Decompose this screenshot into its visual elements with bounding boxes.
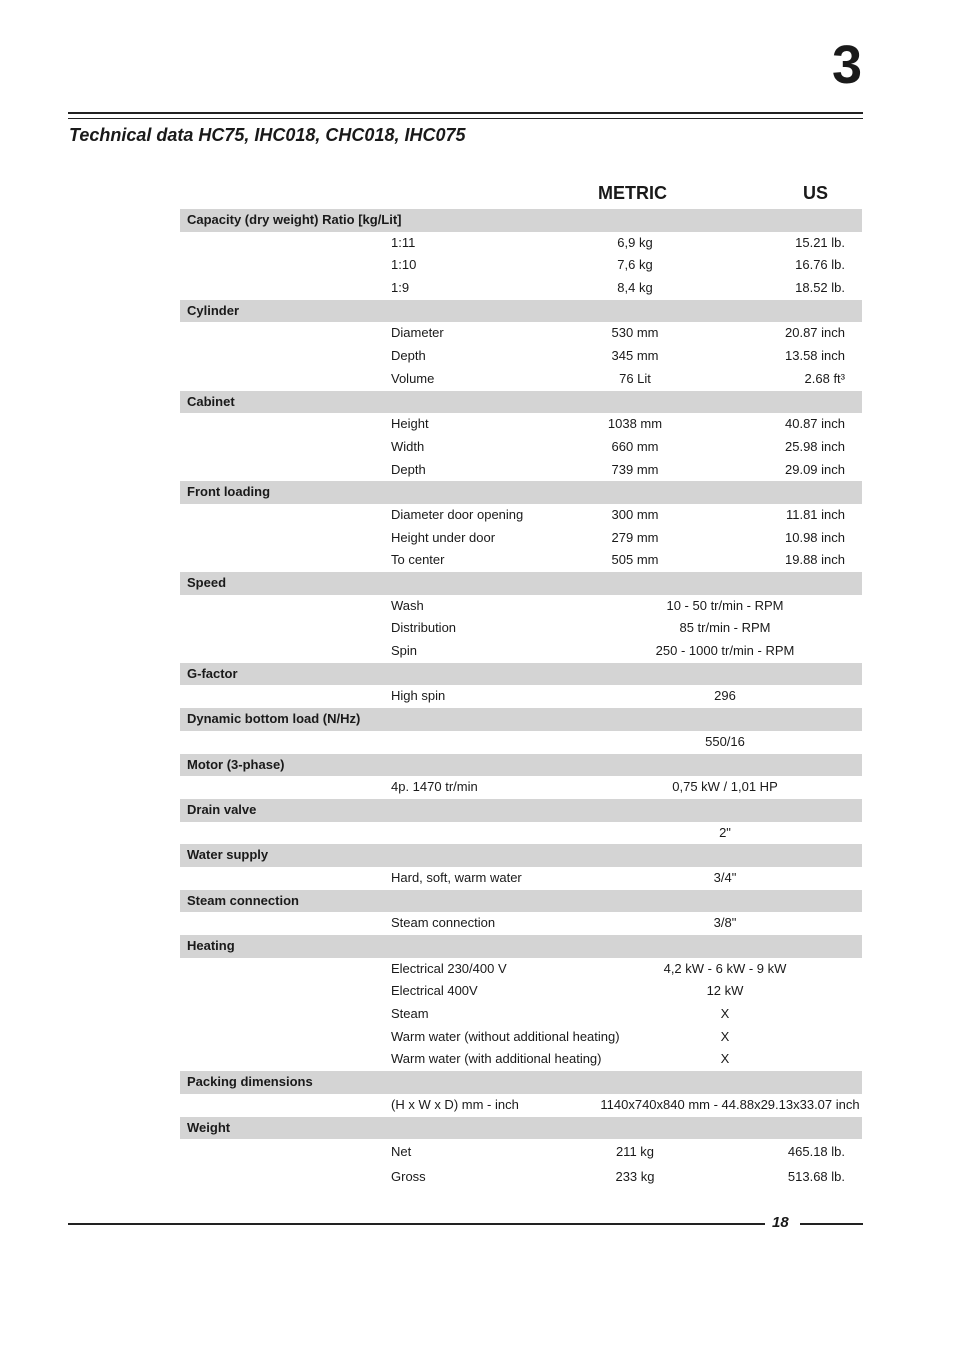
- spec-section: [180, 1071, 862, 1116]
- spec-label: Warm water (without additional heating): [391, 1028, 620, 1044]
- metric-value: 1038 mm: [607, 416, 663, 432]
- metric-value: 233 kg: [615, 1169, 655, 1185]
- spec-section: [180, 209, 862, 300]
- page-title: Technical data HC75, IHC018, CHC018, IHC075: [69, 125, 466, 145]
- spec-label: Gross: [391, 1169, 426, 1185]
- section-header: Speed: [180, 572, 862, 595]
- spec-value: 2": [719, 824, 731, 840]
- us-value: 10.98 inch: [785, 529, 845, 545]
- spec-value: 3/8": [713, 915, 737, 931]
- spec-row: [180, 980, 862, 1003]
- metric-value: 345 mm: [611, 348, 659, 364]
- spec-section: [180, 754, 862, 799]
- chapter-number: 3: [831, 35, 862, 95]
- metric-value: 739 mm: [611, 461, 659, 477]
- section-header: Capacity (dry weight) Ratio [kg/Lit]: [180, 209, 862, 232]
- us-value: 465.18 lb.: [787, 1144, 845, 1160]
- spec-section: [180, 844, 862, 889]
- spec-row: [180, 345, 862, 368]
- spec-row: [180, 912, 862, 935]
- spec-label: 4p. 1470 tr/min: [391, 779, 478, 795]
- spec-row: [180, 1139, 862, 1164]
- us-value: 16.76 lb.: [795, 257, 845, 273]
- spec-row: [180, 617, 862, 640]
- spec-row: [180, 1164, 862, 1189]
- us-value: 18.52 lb.: [795, 280, 845, 296]
- spec-section: [180, 1117, 862, 1190]
- spec-label: High spin: [391, 688, 446, 704]
- spec-section: [180, 708, 862, 753]
- spec-label: To center: [391, 552, 445, 568]
- spec-row: [180, 731, 862, 754]
- spec-row: [180, 527, 862, 550]
- spec-row: [180, 277, 862, 300]
- section-header: G-factor: [180, 663, 862, 686]
- metric-value: 530 mm: [611, 325, 659, 341]
- section-header: Water supply: [180, 844, 862, 867]
- spec-label: 1:10: [391, 257, 417, 273]
- spec-row: [180, 640, 862, 663]
- spec-value: 85 tr/min - RPM: [679, 620, 771, 636]
- spec-section: [180, 890, 862, 935]
- us-column-header: US: [803, 183, 829, 203]
- spec-row: [180, 1048, 862, 1071]
- metric-value: 660 mm: [611, 438, 659, 454]
- spec-label: Electrical 400V: [391, 983, 478, 999]
- metric-value: 7,6 kg: [617, 257, 653, 273]
- header-rule-thin: [68, 118, 863, 119]
- spec-row: [180, 413, 862, 436]
- spec-value: 4,2 kW - 6 kW - 9 kW: [663, 960, 787, 976]
- section-header: Drain valve: [180, 799, 862, 822]
- spec-label: Height under door: [391, 529, 496, 545]
- spec-row: [180, 1094, 862, 1117]
- page-number: 18: [772, 1214, 789, 1231]
- spec-row: [180, 958, 862, 981]
- metric-value: 8,4 kg: [617, 280, 653, 296]
- us-value: 2.68 ft³: [804, 370, 845, 386]
- spec-label: Steam: [391, 1006, 429, 1022]
- metric-column-header: METRIC: [598, 183, 667, 203]
- spec-label: Hard, soft, warm water: [391, 869, 522, 885]
- us-value: 513.68 lb.: [787, 1169, 845, 1185]
- section-header: Cylinder: [180, 300, 862, 323]
- spec-section: [180, 935, 862, 1071]
- footer-rule-right: [800, 1223, 863, 1225]
- spec-label: Net: [391, 1144, 412, 1160]
- spec-label: Distribution: [391, 620, 457, 636]
- us-value: 15.21 lb.: [795, 234, 845, 250]
- spec-value: X: [720, 1051, 730, 1067]
- spec-value: X: [720, 1006, 730, 1022]
- spec-label: Diameter door opening: [391, 506, 524, 522]
- us-value: 29.09 inch: [785, 461, 845, 477]
- spec-row: [180, 1026, 862, 1049]
- spec-label: Diameter: [391, 325, 444, 341]
- section-header: Packing dimensions: [180, 1071, 862, 1094]
- spec-label: Wash: [391, 597, 424, 613]
- spec-label: Width: [391, 438, 425, 454]
- spec-row: [180, 549, 862, 572]
- metric-value: 300 mm: [611, 506, 659, 522]
- spec-label: Spin: [391, 643, 418, 659]
- us-value: 19.88 inch: [785, 552, 845, 568]
- spec-row: [180, 232, 862, 255]
- us-value: 13.58 inch: [785, 348, 845, 364]
- spec-section: [180, 572, 862, 663]
- spec-row: [180, 368, 862, 391]
- spec-value: 0,75 kW / 1,01 HP: [672, 779, 778, 795]
- spec-row: [180, 595, 862, 618]
- spec-table: [180, 209, 862, 1189]
- spec-label: Depth: [391, 461, 426, 477]
- spec-row: [180, 685, 862, 708]
- metric-value: 6,9 kg: [617, 234, 653, 250]
- metric-value: 76 Lit: [619, 370, 651, 386]
- metric-value: 211 kg: [615, 1144, 655, 1160]
- spec-row: [180, 504, 862, 527]
- spec-label: (H x W x D) mm - inch: [391, 1096, 519, 1112]
- us-value: 11.81 inch: [785, 506, 845, 522]
- spec-label: Volume: [391, 370, 435, 386]
- spec-row: [180, 867, 862, 890]
- section-header: Heating: [180, 935, 862, 958]
- spec-label: Height: [391, 416, 429, 432]
- section-header: Cabinet: [180, 391, 862, 414]
- spec-label: 1:9: [391, 280, 410, 296]
- spec-section: [180, 300, 862, 391]
- section-header: Motor (3-phase): [180, 754, 862, 777]
- spec-value: 550/16: [705, 733, 745, 749]
- spec-section: [180, 391, 862, 482]
- us-value: 25.98 inch: [785, 438, 845, 454]
- us-value: 40.87 inch: [785, 416, 845, 432]
- spec-value: X: [720, 1028, 730, 1044]
- spec-row: [180, 254, 862, 277]
- metric-value: 505 mm: [611, 552, 659, 568]
- spec-row: [180, 459, 862, 482]
- section-header: Front loading: [180, 481, 862, 504]
- spec-row: [180, 436, 862, 459]
- spec-value: 12 kW: [706, 983, 744, 999]
- spec-label: Warm water (with additional heating): [391, 1051, 602, 1067]
- spec-label: 1:11: [391, 234, 416, 250]
- section-header: Dynamic bottom load (N/Hz): [180, 708, 862, 731]
- spec-label: Electrical 230/400 V: [391, 960, 507, 976]
- spec-section: [180, 663, 862, 708]
- spec-row: [180, 822, 862, 845]
- spec-section: [180, 799, 862, 844]
- spec-value: 250 - 1000 tr/min - RPM: [655, 643, 795, 659]
- spec-label: Depth: [391, 348, 426, 364]
- spec-row: [180, 1003, 862, 1026]
- header-rule: [68, 112, 863, 114]
- spec-row: [180, 322, 862, 345]
- spec-row: [180, 776, 862, 799]
- spec-value: 3/4": [713, 869, 737, 885]
- us-value: 20.87 inch: [785, 325, 845, 341]
- spec-value: 296: [714, 688, 736, 704]
- footer-rule-left: [68, 1223, 765, 1225]
- spec-value: 1140x740x840 mm - 44.88x29.13x33.07 inch: [600, 1096, 860, 1112]
- section-header: Weight: [180, 1117, 862, 1140]
- spec-section: [180, 481, 862, 572]
- section-header: Steam connection: [180, 890, 862, 913]
- metric-value: 279 mm: [611, 529, 659, 545]
- spec-value: 10 - 50 tr/min - RPM: [666, 597, 784, 613]
- spec-label: Steam connection: [391, 915, 496, 931]
